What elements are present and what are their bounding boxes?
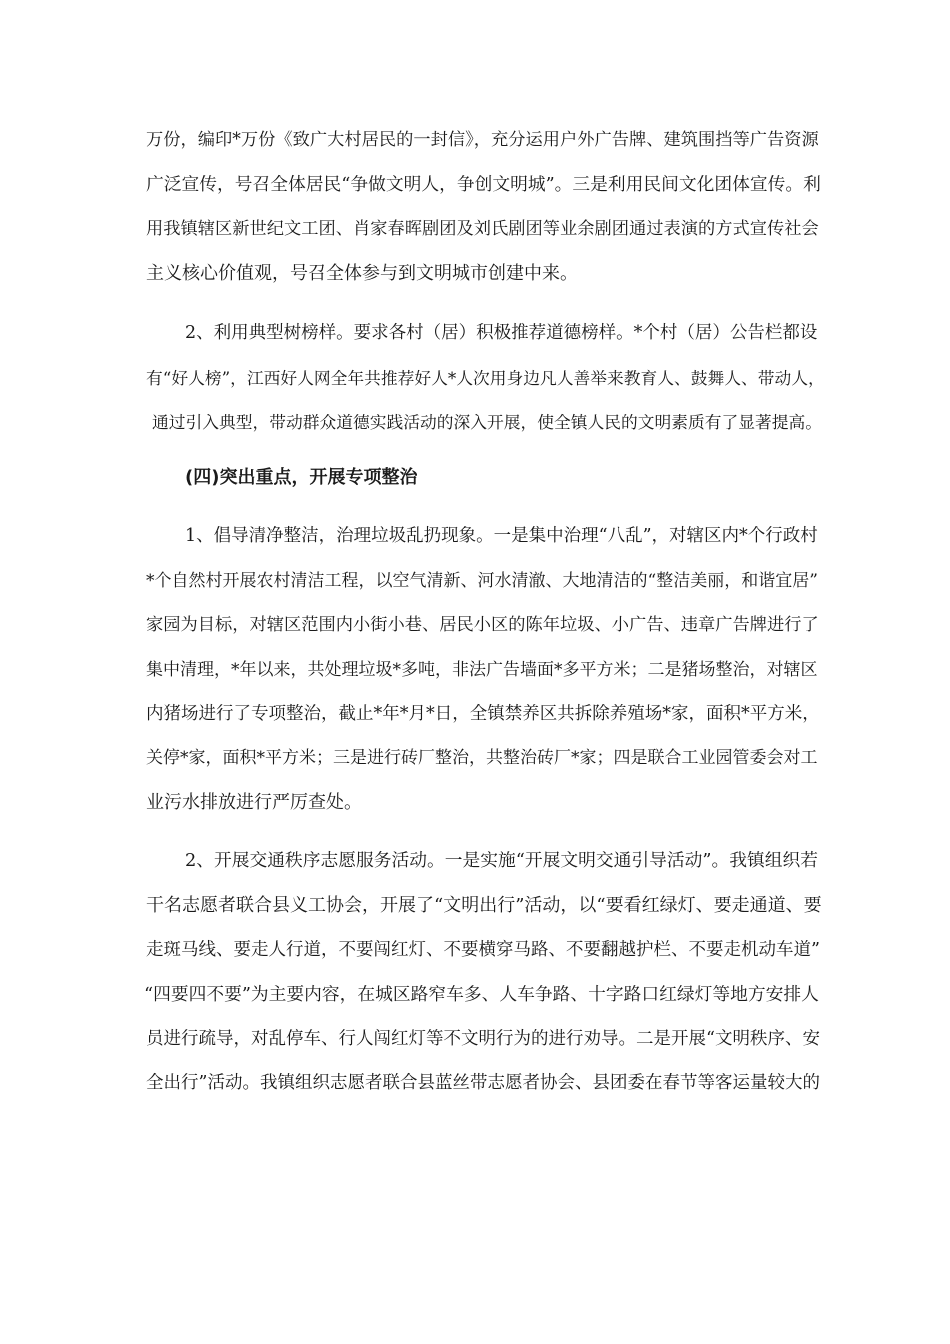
- text-line: 广泛宣传，号召全体居民“争做文明人，争创文明城”。三是利用民间文化团体宣传。利: [146, 175, 821, 195]
- text-line: 走斑马线、要走人行道，不要闯红灯、不要横穿马路、不要翻越护栏、不要走机动车道”: [146, 940, 820, 960]
- text-line: 内猪场进行了专项整治，截止*年*月*日，全镇禁养区共拆除养殖场*家，面积*平方米，: [146, 704, 820, 724]
- text-line: 集中清理，*年以来，共处理垃圾*多吨，非法广告墙面*多平方米；二是猪场整治，对辖区: [146, 660, 818, 680]
- text-line: 万份，编印*万份《致广大村居民的一封信》，充分运用户外广告牌、建筑围挡等广告资源: [146, 130, 819, 150]
- text-line: *个自然村开展农村清洁工程，以空气清新、河水清澈、大地清洁的“整洁美丽，和谐宜居”: [146, 571, 818, 591]
- text-line: 用我镇辖区新世纪文工团、肖家春晖剧团及刘氏剧团等业余剧团通过表演的方式宣传社会: [146, 219, 819, 239]
- text-line: 通过引入典型，带动群众道德实践活动的深入开展，使全镇人民的文明素质有了显著提高。: [152, 412, 823, 432]
- text-line: 2、开展交通秩序志愿服务活动。一是实施“开展文明交通引导活动”。我镇组织若: [185, 851, 818, 871]
- text-line: 家园为目标，对辖区范围内小街小巷、居民小区的陈年垃圾、小广告、违章广告牌进行了: [146, 615, 819, 635]
- text-line: 全出行”活动。我镇组织志愿者联合县蓝丝带志愿者协会、县团委在春节等客运量较大的: [146, 1073, 820, 1093]
- text-line: 业污水排放进行严厉查处。: [146, 792, 362, 813]
- section-heading: (四)突出重点，开展专项整治: [185, 467, 418, 488]
- text-line: 有“好人榜”，江西好人网全年共推荐好人*人次用身边凡人善举来教育人、鼓舞人、带动人，: [146, 368, 825, 388]
- text-line: 2、利用典型树榜样。要求各村（居）积极推荐道德榜样。*个村（居）公告栏都设: [185, 323, 818, 343]
- text-line: 1、倡导清净整洁，治理垃圾乱扔现象。一是集中治理“八乱”，对辖区内*个行政村: [185, 526, 818, 546]
- text-line: 关停*家，面积*平方米；三是进行砖厂整治，共整治砖厂*家；四是联合工业园管委会对工: [146, 748, 818, 768]
- text-line: 干名志愿者联合县义工协会，开展了“文明出行”活动，以“要看红绿灯、要走通道、要: [146, 895, 822, 916]
- text-line: 主义核心价值观，号召全体参与到文明城市创建中来。: [146, 263, 578, 284]
- text-line: “四要四不要”为主要内容，在城区路窄车多、人车争路、十字路口红绿灯等地方安排人: [144, 985, 819, 1005]
- text-line: 员进行疏导，对乱停车、行人闯红灯等不文明行为的进行劝导。二是开展“文明秩序、安: [146, 1029, 820, 1049]
